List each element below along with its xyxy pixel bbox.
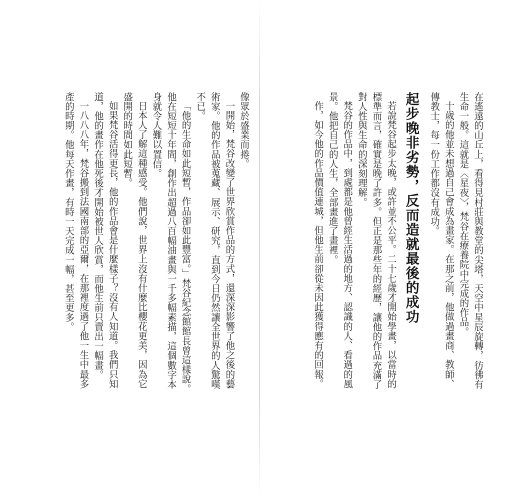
right-paragraph-2: 十歲的他並未想過自己會成為畫家。在那之前，他做過畫商、教師、傳教士，每一份工作都沒有成功。 [428, 92, 454, 390]
section-heading: 起步晚非劣勢，反而造就最後的成功 [402, 92, 419, 324]
right-paragraph-4: 梵谷的作品中，到處都是他曾經生活過的地方、認識的人、看過的風景。他把自己的人生，全部畫進了畫裡。 [326, 92, 353, 390]
right-paragraph-3: 若說梵谷起步太晚，或許並不公平。二十七歲才開始學畫，以當時的標準而言，確實是晚了許多。但正是那些年的經歷，讓他的作品充滿了對人性與生命的深刻理解。 [355, 92, 397, 390]
right-page-vertical-text [280, 92, 484, 397]
right-page [260, 0, 520, 500]
right-paragraph-5: 作，如今他的作品價值連城，但他生前卻從未因此獲得應有的回報。 [312, 101, 324, 390]
left-paragraph-3: 「他的生命如此短暫，作品卻如此豐富。」梵谷紀念館館長曾這樣說。他在短短十年間，創作出超過八百幅油畫與一千多幅素描，這個數字本身就令人難以置信。 [150, 92, 191, 394]
left-paragraph-5: 如果梵谷活得更長，他的作品會是什麼樣子？沒有人知道。我們只知道，他的畫作在他死後才開始被世人欣賞，而他生前只賣出一幅畫。 [92, 92, 118, 390]
right-page-text-block [280, 92, 484, 397]
left-paragraph-6: 一八八八年，梵谷搬到法國南部的亞爾，在那裡度過了他一生中最多產的時期。他每天作畫，有時一天完成一幅，甚至更多。 [62, 92, 89, 390]
left-page-vertical-text [42, 92, 250, 397]
left-paragraph-1: 像眾於盛業而捲。 [238, 92, 249, 169]
left-paragraph-4: 日本人了解這種感受。他們說，世界上沒有什麼比櫻花更美，因為它盛開的時間如此短暫。 [121, 92, 147, 390]
left-page-text-block [42, 92, 250, 397]
right-paragraph-1: 在遙遠的山丘上，看得見村莊與教堂的尖塔，天空中星辰旋轉，彷彿有生命一般。這就是〈星夜〉，梵谷在療養院中完成的作品。 [457, 92, 483, 390]
left-paragraph-2: 一開始，梵谷改變了世界欣賞作品的方式，還深深影響了他之後的藝術家。他的作品被蒐藏、展示、研究，直到今日仍然讓全世界的人驚嘆不已。 [194, 92, 235, 390]
